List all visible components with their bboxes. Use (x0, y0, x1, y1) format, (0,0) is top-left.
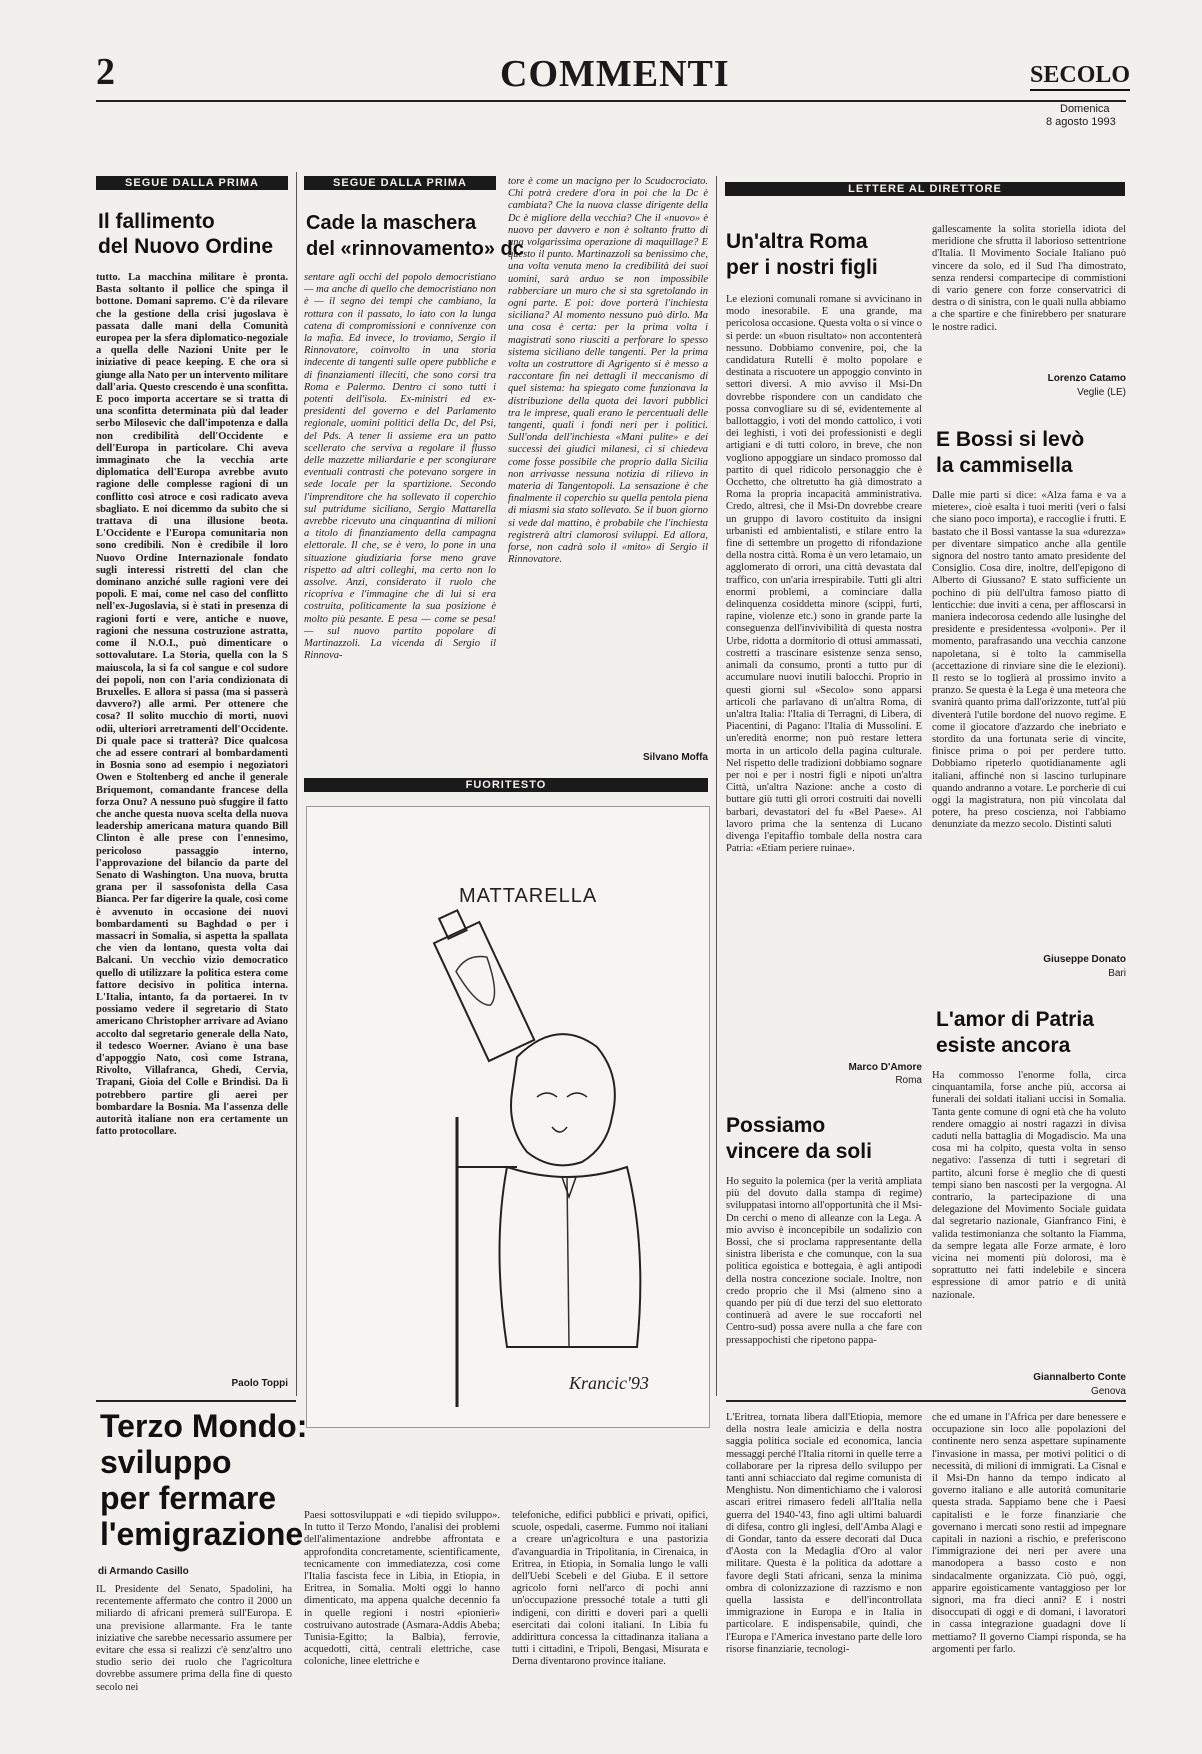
col1-headline-1: Il fallimento (98, 210, 215, 233)
bottom-text-b: Paesi sottosviluppati e «di tiepido sviluppo». In tutto il Terzo Mondo, l'analisi dei problemi dell'alimentazione andrebbe affrontata e approfondita concretamente, scientificamente, tecnicamente con immediatezza, così come l'Italia fascista fece in Libia, in Etiopia, in Eritrea, in Somalia. Molti oggi lo hanno dimenticato, ma appena qualche decennio fa in quelle regioni i nostri «pionieri» costruivano autostrade (Asmara-Addis Abeba; Tunisia-Egitto; la Balbia), ferrovie, acquedotti, città, centrali elettriche, case coloniche, linee elettriche e (304, 1510, 500, 1668)
cartoon-frame (306, 806, 710, 1428)
bottom-text-a: IL Presidente del Senato, Spadolini, ha recentemente affermato che contro il 2000 un miliardo di africani premerà sull'Europa. E una previsione allarmante. Fra le tante iniziative che sarebbe necessario assumere per evitare che essa si realizzi c'è senz'altro uno studio serio dei ruolo che l'agricoltura dovrebbe assumere prima della fine di questo secolo nei (96, 1584, 292, 1693)
cartoon-caption: MATTARELLA (459, 885, 598, 907)
col1-article-text: tutto. La macchina militare è pronta. Basta soltanto il pollice che spinga il bottone. Domani sapremo. C'è da rilevare che la gestione della crisi jugoslava è passata dalle mani della Comunità europea per la sfera diplomatico-negoziale a quella delle Nazioni Unite per le iniziative di peace keeping. E che ora si giunge alla Nato per un intervento militare dall'aria. Questo crescendo è una sconfitta. E poco importa accertare se si tratta di una sconfitta determinata più dal leader serbo Milosevic che dall'impotenza e dalla non credibilità dell'Occidente e dell'Europa in particolare. Chi aveva immaginato che la vecchia arte diplomatica dell'Europa avrebbe avuto ragione delle complesse ragioni di un conflitto così atroce e così radicato aveva sbagliato. E noi dicemmo da subito che si trattava di una illusione beota. L'Occidente e l'Europa comunitaria non sono credibili. Non è credibile il loro Nuovo Ordine Internazionale fondato sugli interessi ristretti del clan che dominano anziché sulle ragioni vere dei popoli. E mai, come nel caso del conflitto nell'ex-Jugoslavia, si è stati in presenza di ragioni forti e vere, antiche e nuove, ragioni che nessuna costruzione astratta, come il N.O.I., può dimenticare o sottovalutare. La Storia, quella con la S maiuscola, la si fa col sangue e col sudore dei popoli, non con l'aria condizionata di Bruxelles. E allora si passa (ma si passerà davvero?) alle armi. Per ottenere che cosa? Il solito mucchio di morti, nuovi odii, ulteriori arretramenti dell'Occidente. Di quale pace si tratterà? Dice qualcosa che ad essere contrari al bombardamenti in Bosnia sono ad esempio i negoziatori Owen e Stoltenberg ed anche il generale Briquemont, comandante francese della forza Onu? A nessuno può sfuggire il fatto che anche questa nuova scelta della nuova leadership americana matura quando Bill Clinton è alle prese con l'ennesimo, pericoloso passaggio interno, l'approvazione del bilancio da parte del Senato di Washington. Una nuova, brutta grana per il sassofonista della Casa Bianca. Per far digerire la quale, così come è avvenuto in occasione dei nuovi bombardamenti su Baghdad o per i massacri in Somalia, si aspetta la spallata che vien da lontano, questa volta dai Balcani. Un vecchio vizio democratico quello di utilizzare la politica estera come fattore decisivo in politica interna. L'Italia, intanto, fa da portaerei. In tv possiamo vedere il segretario di Stato americano Christopher arrivare ad Aviano accolto dal segretario generale della Nato, il tedesco Woerner. Aviano è una base d'appoggio Nato, così come Istrana, Rivolto, Villafranca, Ghedi, Cervia, Trapani, Gioia del Colle e Brindisi. Da lì potrebbero partire gli aerei per bombardare la Bosnia. Ma l'assenza delle autorità italiane non era certamente un fatto protocollare. (96, 272, 288, 1138)
col3-article-text: tore è come un macigno per lo Scudocrociato. Chi potrà credere d'ora in poi che la Dc è cambiata? Che la nuova classe dirigente della Dc è migliore della vecchia? Che il «nuovo» è nuovo per davvero e non è soltanto frutto di una volgarissima operazione di maquillage? E questo il punto. Martinazzoli sa benissimo che, una volta venuta meno la credibilità dei suoi uomini, sarà arduo se non impossibile rabberciare un muro che si sta sgretolando in ogni parte. E poi: dove porterà l'inchiesta siciliana? Al momento nessuno può dirlo. Ma una cosa è certa: per la prima volta i magistrati sono riusciti a perforare lo spesso sistema siciliano delle tangenti. Per la prima volta un costruttore di Agrigento si è messo a raccontare fin nei dettagli il meccanismo di quel sistema: ha spiegato come funzionava la distribuzione della quota dei lavori pubblici tra le imprese, quali erano le percentuali delle tangenti, quali i fondi neri per i politici. Sull'onda dell'inchiesta «Mani pulite» e dei successi dei giudici milanesi, ci si chiedeva come fosse possibile che proprio dalla Sicilia non arrivasse nessuna notizia di rilievo in materia di Tangentopoli. La sensazione è che finalmente il coperchio su quella pentola piena di miasmi sia stato sollevato. Se il buon giorno si vede dal mattino, è probabile che l'inchiesta registrerà altri clamorosi sviluppi. Ed allora, forse, non cadrà solo il «mito» di Sergio il Rinnovatore. (508, 176, 708, 566)
masthead-rule (96, 100, 1126, 102)
letter4-city: Bari (1108, 968, 1126, 979)
bottom-text-e: che ed umane in l'Africa per dare benessere e occupazione sin loco alle popolazioni del continente nero senza aspettare supinamente l'invasione in massa, per motivi politici o di necessità, di milioni di immigrati. La Cisnal e il Msi-Dn hanno da tempo indicato al governo italiano e alle autorità comunitarie questa strada. Sappiamo bene che i Paesi capitalisti e le forze finanziarie che governano i mercati sono restii ad impegnare capitali in nazioni a rischio, e preferiscono l'immigrazione dei neri per avere una manodopera a basso costo e non sindacalmente organizzata. Ciò può, oggi, apparire egoisticamente vantaggioso per lor signori, ma fra dieci anni? E i nostri disoccupati di oggi e di domani, i lavoratori in cassa integrazione guadagni dove li mettiamo? Il governo Ciampi risponda, se ha argomenti per farlo. (932, 1412, 1126, 1655)
letter4-headline-1: E Bossi si levò (936, 428, 1085, 451)
letter2-text: Ho seguito la polemica (per la verità ampliata più del dovuto dalla stampa di regime) sviluppatasi intorno all'opportunità che il Msi-Dn cerchi o meno di alleanze con la Lega. A mio avviso è inconcepibile un sodalizio con Bossi, che si proclama rappresentante della sinistra liberista e che comunque, con la sua politica egoistica e bottegaia, è agli antipodi della nostra concezione sociale. Inoltre, non credo proprio che il Msi (almeno sino a quando per più di due terzi del suo elettorato continuerà ad avere le sue roccaforti nel Centro-sud) possa avere nulla a che fare con pressappochisti che ripetono pappa- (726, 1176, 922, 1346)
col2-article-text: sentare agli occhi del popolo democristiano — ma anche di quello che democristiano non è — il segno dei tempi che cambiano, la rottura con il passato, lo iato con la lunga catena di compromissioni e connivenze con la mafia. Ed invece, lo troviamo, Sergio il Rinnovatore, coinvolto in una storia indecente di tangenti sulle opere pubbliche e di finanziamenti illeciti, che sono corsi tra Roma e Palermo. Dentro ci sono tutti i potenti dell'isola. Ex-ministri ed ex-presidenti del governo e del Parlamento regionale, uomini politici della Dc, del Psi, del Pds. A tener li assieme era un patto scellerato che serviva a regolare il flusso delle mazzette miliardarie e per scongiurare eventuali contrasti che potevano sorgere in sede locale per la spartizione. Secondo l'imprenditore che ha sollevato il coperchio sul putridume siciliano, Sergio Mattarella avrebbe ricevuto una cinquantina di milioni a titolo di finanziamento della campagna elettorale. Il che, se è vero, lo pone in una situazione giudiziaria forse meno grave rispetto ad altri colleghi, ma certo non lo assolve. Anzi, considerato il ruolo che ricopriva e l'immagine che di lui si era costruita, politicamente la sua posizione è molto più pesante. E pesa — come se pesa! — sul nuovo partito popolare di Martinazzoli. La vicenda di Sergio il Rinnova- (304, 272, 496, 662)
bottom-text-d: L'Eritrea, tornata libera dall'Etiopia, memore della nostra leale amicizia e della nostra saggia politica sociale ed economica, lancia messaggi perché l'Italia ritorni in quelle terre a collaborare per la ripresa dello sviluppo per tanti anni schiacciato dal regime comunista di Menghistu. Non dimentichiamo che i valorosi ascari eritrei rimasero fedeli all'Italia nella guerra del 1940-'43, fino agli ultimi baluardi di difesa, contro gli inglesi, dell'Amba Alagi e di Gondar, tanto da essere decorati dal Duca d'Aosta con la Medaglia d'Oro al valor militare. Questa è la politica da adottare a favore degli Stati africani, senza la minima ombra di colonizzazione di razzismo e non quella lassista e dell'incontrollata immigrazione in Europa e in Italia in particolare. E indispensabile, quindi, che l'Europa e l'America investano parte delle loro risorse finanziarie, tecnologi- (726, 1412, 922, 1655)
letter1-city: Roma (895, 1075, 922, 1086)
letter5-city: Genova (1090, 1386, 1126, 1397)
col2-headline-2: del «rinnovamento» dc (306, 238, 524, 260)
section-title: COMMENTI (500, 53, 730, 95)
letter1-signature: Marco D'Amore (848, 1062, 922, 1073)
letter2-headline-2: vincere da soli (726, 1140, 872, 1163)
newspaper-logo: SECOLO (1030, 62, 1130, 91)
bottom-headline-3: per fermare (100, 1480, 277, 1516)
letter2-headline-1: Possiamo (726, 1114, 826, 1137)
letters-kicker: LETTERE AL DIRETTORE (725, 182, 1125, 196)
letter1-headline-2: per i nostri figli (726, 256, 878, 279)
page-number: 2 (96, 51, 115, 93)
bottom-headline-4: l'emigrazione (100, 1516, 304, 1552)
col1-signature: Paolo Toppi (231, 1378, 288, 1389)
letter5-headline-2: esiste ancora (936, 1034, 1071, 1057)
section-rule (726, 1400, 1126, 1402)
bottom-headline-2: sviluppo (100, 1444, 232, 1480)
letter3-text: gallescamente la solita storiella idiota del meridione che sfrutta il laborioso settentrione d'Italia. Il Movimento Sociale Italiano può vincere da solo, ed il Sud l'ha dimostrato, senza rendersi compartecipe di commistioni di vario genere con forze conservatrici di destra o di sinistra, con le quali nulla abbiamo a che spartire e che finirebbero per snaturare le nostre radici. (932, 224, 1126, 333)
col1-headline-2: del Nuovo Ordine (98, 235, 274, 258)
column-divider (296, 172, 297, 1396)
letter4-text: Dalle mie parti si dice: «Alza fama e va a mietere», cioè esalta i tuoi meriti (veri o falsi che siano poco importa), e raccoglie i frutti. E bastato che il Bossi vantasse la sua «durezza» per diventare simpatico anche alla gentile signora del nostro tanto amato presidente del Consiglio. Cosa dire, inoltre, dell'epigono di Alberto di Giussano? E stato sufficiente un pochino di più dell'ultra famoso piatto di lenticchie: due inviti a cena, per affloscarsi in maniera indecorosa cedendo alle lusinghe del presidente e presidentessa «volponi». Per il momento, parafrasando una vecchia canzone napoletana, si è tolto la cammisella (accettazione di rinviare sine die le elezioni). Il resto se lo toglierà al prossimo invito a pranzo. Se questa è la Lega è una meteora che svanirà quanto prima dall'orizzonte, tutt'al più diventerà l'utile bordone del nuovo regime. E come il giocatore d'azzardo che inebriato e stordito da una fortunata serie di vincite, finisce prima o poi per perdere tutto. Dobbiamo ripeterlo quotidianamente agli italiani, affinché non si lascino turlupinare quando andranno a votare. Le porcherie di cui oggi la magistratura, non più vincolata dal potere, ha preso coscienza, noi l'abbiamo denunziate da mezzo secolo. Distinti saluti (932, 490, 1126, 831)
bottom-text-c: telefoniche, edifici pubblici e privati, opifici, scuole, ospedali, caserme. Fummo noi italiani a creare un'agricoltura e una pastorizia d'avanguardia in Tripolitania, in Cirenaica, in Eritrea, in Etiopia, in Somalia lungo le valli dell'Uebi Scebeli e del Giuba. E il settore agricolo fornì nell'arco di pochi anni un'occupazione pressoché totale a tutti gli indigeni, con diritti e doveri pari a quelli esercitati dai coloni italiani. In Libia fu addirittura concessa la cittadinanza italiana a tutti i cittadini, e Tripoli, Bengasi, Misurata e Derna diventarono province italiane. (512, 1510, 708, 1668)
bottom-headline-1: Terzo Mondo: (100, 1408, 308, 1444)
letter5-headline-1: L'amor di Patria (936, 1008, 1094, 1031)
col2-headline-1: Cade la maschera (306, 212, 477, 234)
issue-day: Domenica (1060, 103, 1110, 115)
col2-kicker: SEGUE DALLA PRIMA (304, 176, 496, 190)
letter5-signature: Giannalberto Conte (1033, 1372, 1126, 1383)
col1-kicker: SEGUE DALLA PRIMA (96, 176, 288, 190)
column-divider (716, 176, 717, 1396)
letter3-signature: Lorenzo Catamo (1047, 373, 1126, 384)
letter1-text: Le elezioni comunali romane si avvicinano in modo inesorabile. E una grande, ma pericolosa occasione. Questa volta o si vince o si perde: un «buon risultato» non accontenterà nessuno. Dobbiamo convenire, poi, che la candidatura Rutelli è molto popolare e destinata a riscuotere un appoggio convinto in settori diversi. A mio avviso il Msi-Dn dovrebbe rispondere con un candidato che possa convogliare su di sé, evidentemente al ballottaggio, i voti del mondo cattolico, i voti dei leghisti, i voti dei professionisti e degli artigiani e di tutti coloro, in breve, che non vogliono appoggiare un sindaco promosso dal partito di quel ridicolo personaggio che è Occhetto, che oltretutto ha già dimostrato a Roma la propria incapacità amministrativa. Credo, altresì, che il Msi-Dn dovrebbe creare un gruppo di lavoro costituito da insigni urbanisti ed ambientalisti, e stilare entro la fine di settembre un progetto di rifondazione della nostra città. Roma è un vero letamaio, un agglomerato di orrori, una città devastata dal traffico, con un'aria irrespirabile. Tutti gli altri enormi problemi, a cominciare dalla delinquenza cosiddetta minore (scippi, furti, rapine, violenze etc.) sono in grande parte la conseguenza dell'invivibilità di questa nostra Urbe, ridotta a dormitorio di ottusi ammassati, costretti a trascinare esistenze senza senso, animali da consumo, pronti a tutto pur di accumulare nuovi inutili balocchi. Proprio in questi giorni sul «Secolo» sono apparsi articoli che parlavano di un'altra Roma, di un'altra Italia: l'Italia di Terragni, di Libera, di Piacentini, di Pagano: l'Italia di Mussolini. E un'eredità enorme; non può restare lettera morta in un articolo della pagina culturale. Nel rispetto delle tradizioni dobbiamo sognare per noi e per i nostri figli e nipoti un'altra Città, un'altra Nazione: anche a costo di buttare giù tutti gli orrori costruiti dai novelli barbari, devastatori del fu «Bel Paese». Al lavoro prima che la sentenza di Lucano divenga l'epitaffio tombale della nostra cara Patria: «Etiam periere ruinae». (726, 294, 922, 855)
cartoon-artist-signature: Krancic'93 (569, 1373, 649, 1393)
section-rule (96, 1400, 296, 1402)
letter1-headline-1: Un'altra Roma (726, 230, 868, 253)
letter4-signature: Giuseppe Donato (1043, 954, 1126, 965)
letter4-headline-2: la cammisella (936, 454, 1073, 477)
col3-signature: Silvano Moffa (642, 752, 708, 763)
cartoon-drawing (307, 867, 707, 1427)
bottom-byline: di Armando Casillo (98, 1566, 189, 1577)
cartoon-kicker: FUORITESTO (304, 778, 708, 792)
letter3-city: Veglie (LE) (1077, 387, 1126, 398)
letter5-text: Ha commosso l'enorme folla, circa cinquantamila, forse anche più, accorsa ai funerali dei soldati italiani uccisi in Somalia. Tanta gente comune di ogni età che ha voluto rendere omaggio ai nostri ragazzi in divisa caduti nella battaglia di Mogadiscio. Ma una cosa mi ha colpito, questa volta in senso negativo: l'assenza di tutti i segretari di partito, alcuni forse è meglio che di questi tempi siano ben nascosti per la vergogna. Al contrario, la partecipazione di una delegazione del Movimento Sociale guidata dal segretario nazionale, Gianfranco Fini, è valida testimonianza che soltanto la Fiamma, da sempre legata alle Forze armate, è loro vicina nei momenti più dolorosi, ma è soprattutto nei fatti indelebile e sincera espressione di amor patrio e di unità nazionale. (932, 1070, 1126, 1301)
issue-date: 8 agosto 1993 (1046, 116, 1116, 128)
